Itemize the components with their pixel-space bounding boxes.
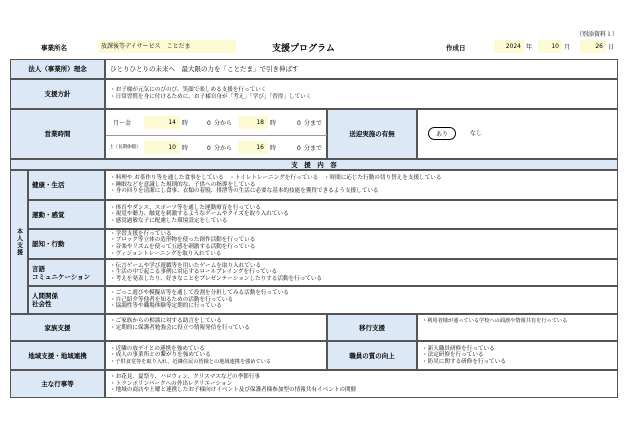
policy-label: 支援方針 [10, 79, 105, 109]
transport-no-option[interactable]: なし [470, 130, 483, 137]
year-value: 2024 [505, 43, 521, 50]
date-label: 作成日 [446, 44, 466, 52]
list-item: ・協調性等や職場体験等定期的に行っている [110, 303, 222, 310]
area-health-label: 健康・生活 [28, 170, 105, 200]
list-item: ・生活の中で起こる事例に対応するロールプレイングを行っている [110, 269, 278, 276]
transport-cell [417, 109, 618, 159]
list-item: ・学習支援を行っている [110, 230, 172, 237]
weekday-label: 月～金 [113, 120, 132, 127]
office-name[interactable]: 放課後等デイサービス ことだま [98, 40, 236, 53]
family-support-cell [105, 314, 327, 341]
list-item: ・料理や お茶作り等を通した食事をしている ・トイレトレーニングを行っている ・時間に応じた行動の切り替えを支援している [110, 175, 442, 182]
list-item: ・感覚過敏な子に配慮した環境設定をしている [110, 217, 228, 224]
philosophy-cell [105, 59, 618, 79]
policy-line: ・日常習慣を身に付けるために、お子様自身が「考え」「学び」「習得」していく [110, 94, 312, 100]
year-cell[interactable] [494, 40, 524, 53]
list-item: ・子供食堂等を取り入れ、近隣住民の皆様との地域連携を強めている [110, 358, 272, 365]
events-cell [105, 370, 618, 398]
area-cognition-cell [105, 229, 618, 259]
list-item: ・近隣の放デイとの連携を強めている [110, 345, 205, 352]
list-item: ・地域の商店や土曜と連携したお子様向けイベント及び保護者様参加型の情報共有イベントの開催 [110, 387, 357, 394]
area-motor-label: 運動・感覚 [28, 200, 105, 229]
weekday-end-hour[interactable]: 18 [238, 116, 268, 129]
community-cell [105, 341, 327, 370]
personal-support-label: 本人支援 [15, 228, 23, 256]
family-support-label: 家族支援 [10, 314, 105, 341]
list-item: ・視覚や聴力、触覚を刺激するようなゲームやクイズを取り入れている [110, 211, 289, 218]
philosophy-label: 法人（事業所）理念 [10, 59, 105, 79]
hours-cell [105, 109, 327, 159]
list-item: ・考えを発表したり、好きなことをプレゼンテーションしたりする活動を行っている [110, 275, 323, 282]
from-unit: 分から [214, 145, 233, 152]
weekday-start-hour[interactable]: 14 [144, 116, 180, 129]
list-item: ・新人職員研修を行っている [422, 345, 495, 352]
personal-support-label-cell [10, 170, 28, 314]
community-label: 地域支援・地域連携 [10, 341, 105, 370]
saturday-label: 土（長期休暇） [109, 145, 141, 150]
list-item: ・ヴィジョントレーニングを取り入れている [110, 250, 222, 257]
day-cell[interactable] [580, 40, 606, 53]
list-item: ・体育やダンス、スポーツ等を通した運動療育を行っている [110, 204, 261, 211]
saturday-start-minute[interactable]: 0 [207, 145, 211, 152]
policy-cell [105, 79, 618, 109]
appendix-label: （別添資料１） [576, 31, 619, 38]
hour-unit: 時 [182, 145, 189, 152]
philosophy-text: ひとりひとりの未来へ 最大限の力を「ことだま」で引き伸ばす [110, 64, 299, 73]
area-social-label: 人間関係 社会性 [28, 286, 105, 314]
staff-quality-cell [417, 341, 618, 370]
area-language-label: 言語 コミュニケーション [28, 259, 105, 286]
hour-unit: 時 [182, 120, 189, 127]
list-item: ・成人の事業所との繋がりを強めている [110, 352, 211, 359]
weekday-end-minute[interactable]: 0 [297, 120, 301, 127]
saturday-end-hour[interactable]: 16 [238, 141, 268, 154]
transition-support-label: 移行支援 [327, 314, 417, 341]
staff-quality-label: 職員の質の向上 [327, 341, 417, 370]
page-title: 支援プログラム [272, 44, 335, 54]
area-language-cell [105, 259, 618, 286]
area-cognition-label: 認知・行動 [28, 229, 105, 259]
list-item: ・ブロック等立体の造形物を使った創作活動を行っている [110, 237, 256, 244]
support-header: 支 援 内 容 [10, 159, 618, 170]
year-unit: 年 [526, 44, 533, 51]
transport-label: 送迎実施の有無 [327, 109, 417, 159]
list-item: ・身の回りを清潔にし食事、衣類の着脱、排泄等の生活に必要な基本的技能を獲得できるよう支援している [110, 188, 379, 195]
office-label: 事業所名 [41, 44, 67, 52]
list-item: ・睡眠などを意識した規則的な、子供への指導をしている [110, 181, 256, 188]
list-item: ・ご家族からの相談に対する助言をしている [110, 318, 222, 324]
list-item: ・お花見、夏祭り、ハロウィン、クリスマスなどの季節行事 [110, 374, 261, 381]
month-cell[interactable] [538, 40, 562, 53]
month-value: 10 [551, 43, 559, 50]
policy-line: ・お子様が元気にのびのび、笑顔で楽しめる支援を行っていく [110, 87, 267, 94]
to-unit: 分まで [304, 145, 323, 152]
saturday-start-hour[interactable]: 10 [144, 141, 180, 154]
list-item: ・利用者様が通っている学校への面談や情報共有を行っている [422, 318, 568, 324]
events-label: 主な行事等 [10, 370, 105, 398]
hours-label: 営業時間 [10, 109, 105, 159]
list-item: ・ごっこ遊びや模擬店等を通して役割を分担してみる活動を行っている [110, 290, 289, 297]
transition-support-cell [417, 314, 618, 341]
list-item: ・自己紹介等他者を知るための活動を行っている [110, 296, 234, 303]
transport-yes-option[interactable]: あり [428, 127, 456, 140]
list-item: ・トランポリンパークへの外出レクリエーション [110, 380, 233, 387]
hour-unit: 時 [270, 120, 277, 127]
area-social-cell [105, 286, 618, 314]
list-item: ・音楽やリズムを使って五感を刺激する活動を行っている [110, 244, 256, 250]
month-unit: 月 [564, 44, 571, 51]
list-item: ・伝言ゲームや学び遊戯等を用いたゲームを取り入れている [110, 262, 262, 269]
to-unit: 分まで [304, 120, 323, 127]
area-health-cell [105, 170, 618, 200]
day-unit: 日 [608, 44, 615, 51]
day-value: 26 [595, 43, 603, 50]
hours-divider [106, 135, 328, 136]
list-item: ・防災に関する研修を行っている [422, 358, 506, 365]
area-motor-cell [105, 200, 618, 229]
from-unit: 分から [214, 120, 233, 127]
list-item: ・法定研修を行っている [422, 352, 484, 359]
hour-unit: 時 [270, 145, 277, 152]
list-item: ・定期的に保護者勉強会に役立つ情報発信を行っている [110, 324, 250, 331]
weekday-start-minute[interactable]: 0 [207, 120, 211, 127]
saturday-end-minute[interactable]: 0 [297, 145, 301, 152]
